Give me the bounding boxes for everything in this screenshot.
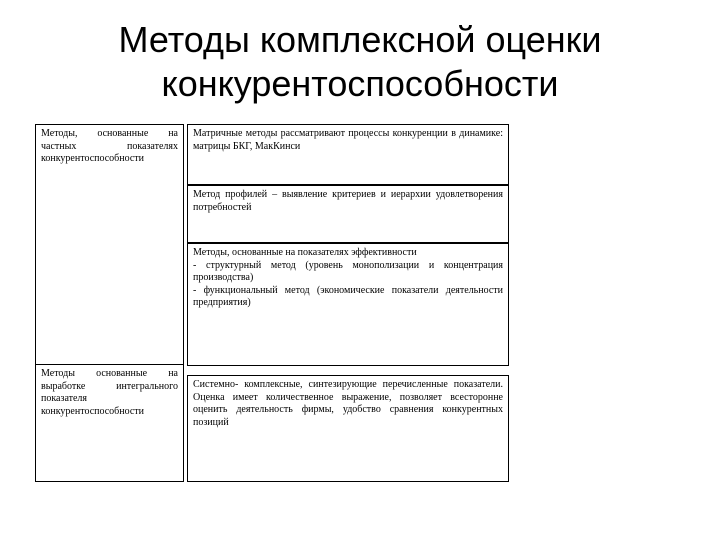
integral-indicator-methods-cell: Методы основанные на выработке интегрального показателя конкурентоспособности bbox=[41, 368, 178, 417]
functional-method-item: - функциональный метод (экономические показатели деятельности предприятия) bbox=[193, 284, 503, 308]
slide-title-line-2: конкурентоспособности bbox=[161, 63, 559, 104]
efficiency-methods-heading: Методы, основанные на показателях эффективности bbox=[193, 247, 417, 258]
structural-method-item: - структурный метод (уровень монополизации и концентрация производства) bbox=[193, 259, 503, 283]
private-indicators-methods-cell: Методы, основанные на частных показателях конкурентоспособности bbox=[36, 125, 183, 365]
profile-method-box: Метод профилей – выявление критериев и иерархии удовлетворения потребностей bbox=[187, 185, 509, 243]
slide-title-line-1: Методы комплексной оценки bbox=[118, 19, 602, 60]
slide-title bbox=[0, 18, 720, 106]
left-column bbox=[35, 124, 184, 482]
system-complex-methods-box: Системно- комплексные, синтезирующие перечисленные показатели. Оценка имеет количественное выражение, позволяет всесторонне оценить деятельность фирмы, удобство сравнения конкурентных позиций bbox=[187, 375, 509, 482]
efficiency-methods-box bbox=[187, 243, 509, 366]
matrix-methods-box: Матричные методы рассматривают процессы конкуренции в динамике: матрицы БКГ, МакКинси bbox=[187, 124, 509, 185]
